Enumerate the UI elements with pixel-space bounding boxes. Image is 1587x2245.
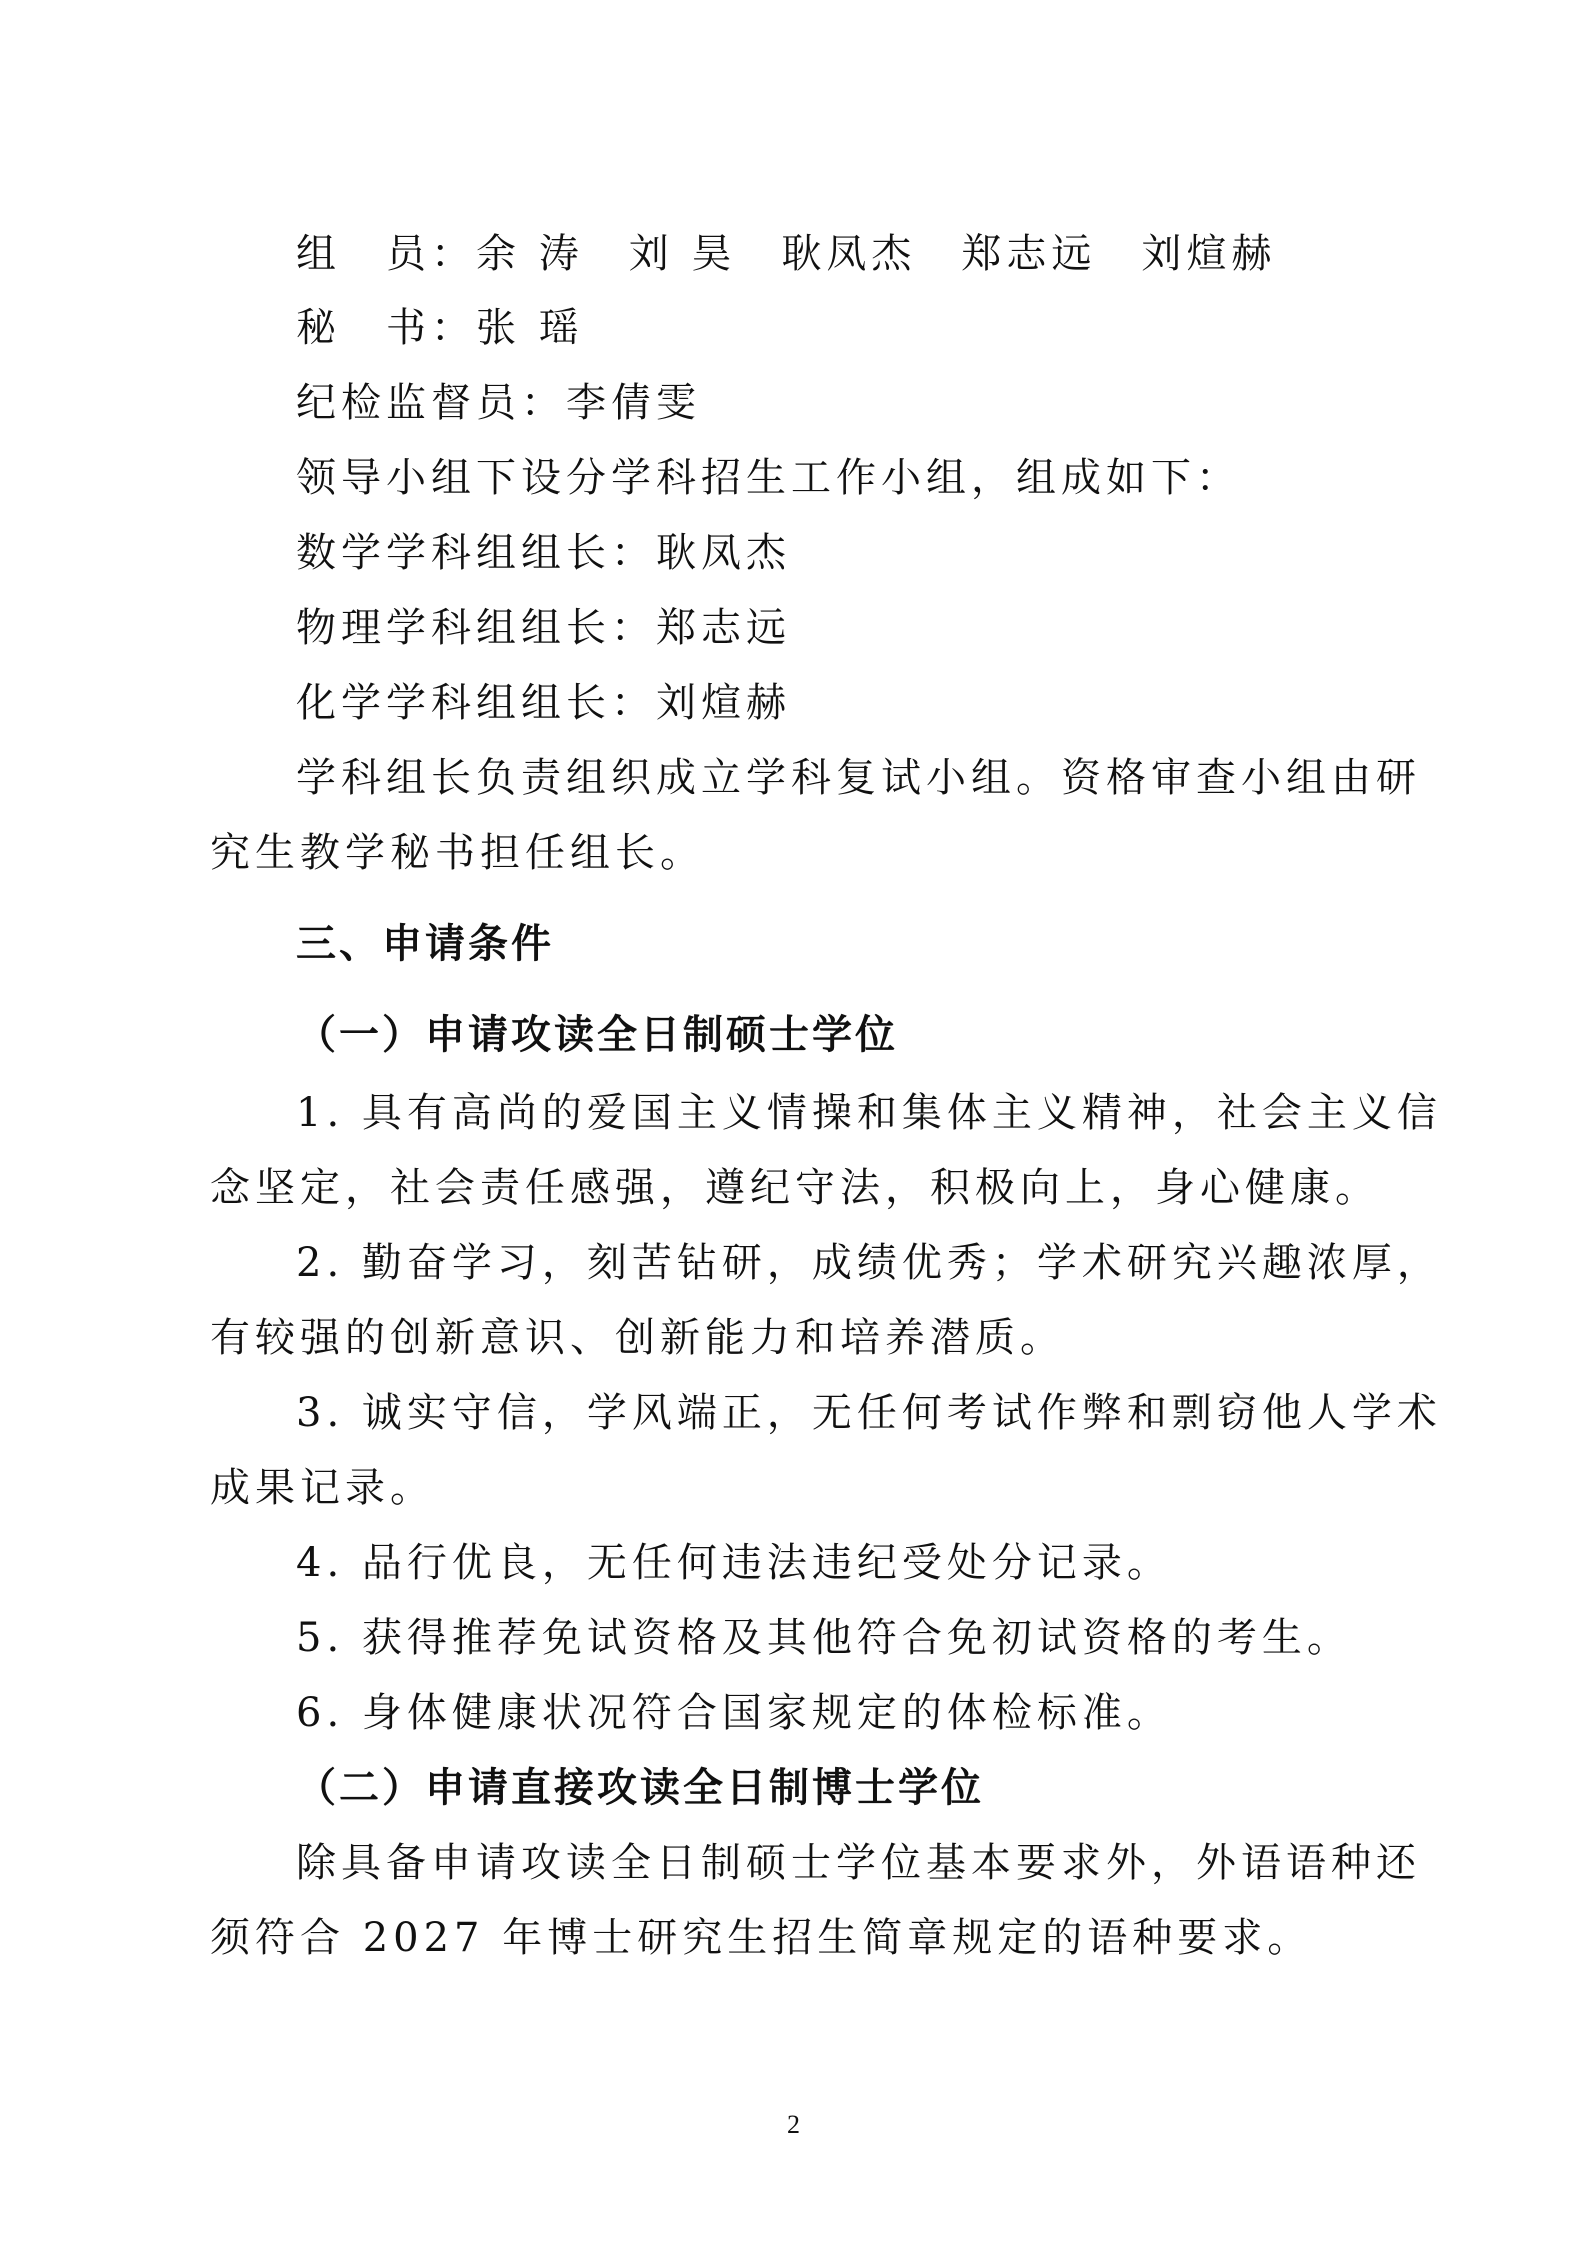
secretary-line: 秘 书：张 瑶 [296, 305, 584, 351]
subgroup-intro-line: 领导小组下设分学科招生工作小组，组成如下： [296, 455, 1241, 501]
section-heading-application-conditions: 三、申请条件 [296, 920, 554, 967]
condition-5: 5. 获得推荐免试资格及其他符合免初试资格的考生。 [296, 1615, 1352, 1661]
condition-1-line-1: 1. 具有高尚的爱国主义情操和集体主义精神，社会主义信 [296, 1090, 1442, 1136]
condition-1-line-2: 念坚定，社会责任感强，遵纪守法，积极向上，身心健康。 [210, 1165, 1380, 1211]
chemistry-group-leader-line: 化学学科组组长：刘煊赫 [296, 680, 791, 726]
subject-leader-duty-continued: 究生教学秘书担任组长。 [210, 830, 705, 876]
condition-2-line-2: 有较强的创新意识、创新能力和培养潜质。 [210, 1315, 1065, 1361]
doctor-requirement-line-2: 须符合 2027 年博士研究生招生简章规定的语种要求。 [210, 1915, 1313, 1961]
condition-2-line-1: 2. 勤奋学习，刻苦钻研，成绩优秀；学术研究兴趣浓厚， [296, 1240, 1442, 1286]
condition-6: 6. 身体健康状况符合国家规定的体检标准。 [296, 1690, 1172, 1736]
subject-leader-duty-line: 学科组长负责组织成立学科复试小组。资格审查小组由研 [296, 755, 1421, 801]
discipline-supervisor-line: 纪检监督员：李倩雯 [296, 380, 701, 426]
subsection-heading-doctor: （二）申请直接攻读全日制博士学位 [296, 1764, 984, 1811]
committee-members-line: 组 员：余 涛 刘 昊 耿凤杰 郑志远 刘煊赫 [296, 231, 1277, 277]
condition-4: 4. 品行优良，无任何违法违纪受处分记录。 [296, 1540, 1172, 1586]
page-number: 2 [787, 2110, 800, 2139]
condition-3-line-2: 成果记录。 [210, 1465, 435, 1511]
math-group-leader-line: 数学学科组组长：耿凤杰 [296, 530, 791, 576]
subsection-heading-master: （一）申请攻读全日制硕士学位 [296, 1011, 898, 1058]
physics-group-leader-line: 物理学科组组长：郑志远 [296, 605, 791, 651]
doctor-requirement-line-1: 除具备申请攻读全日制硕士学位基本要求外，外语语种还 [296, 1840, 1421, 1886]
condition-3-line-1: 3. 诚实守信，学风端正，无任何考试作弊和剽窃他人学术 [296, 1390, 1442, 1436]
